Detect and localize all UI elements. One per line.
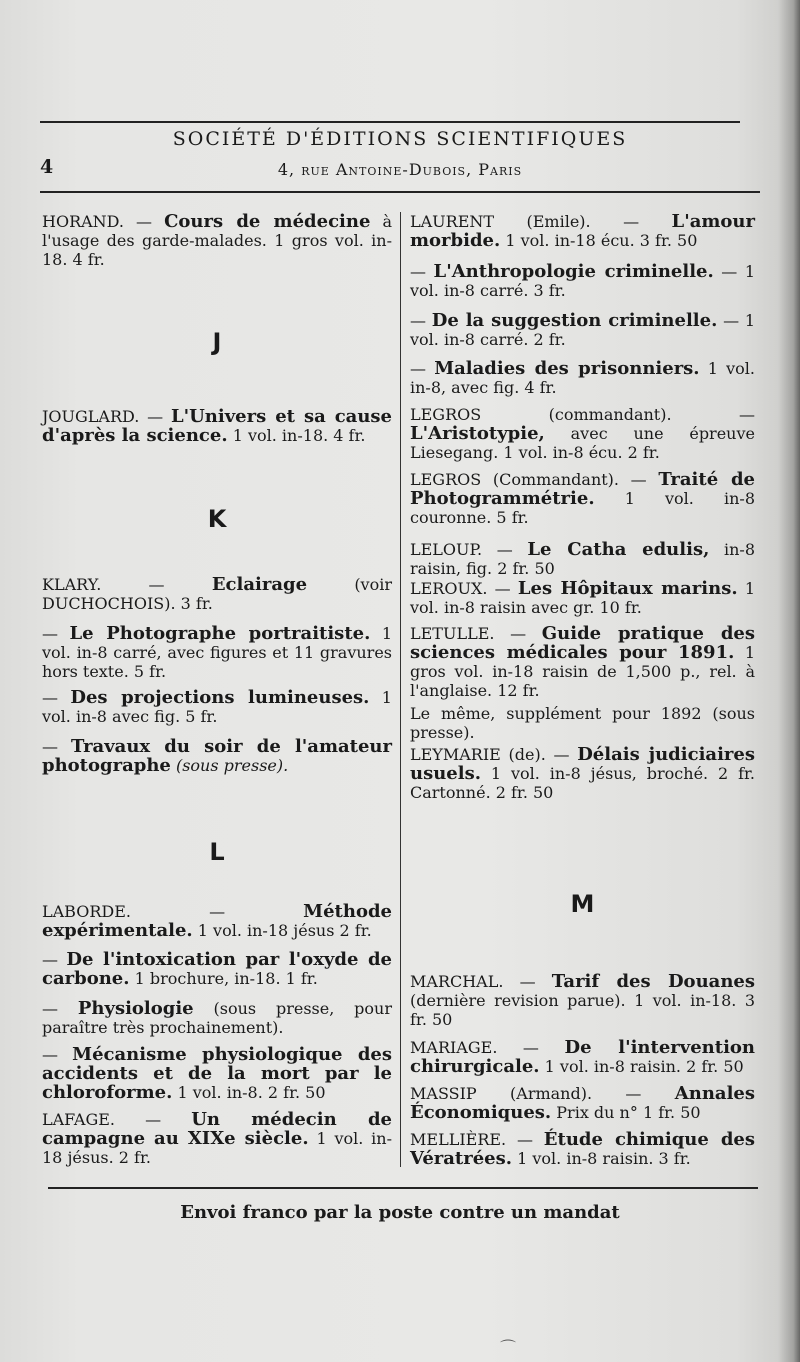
entry-marchal: MARCHAL. — Tarif des Douanes (dernière revision parue). 1 vol. in-18. 3 fr. 50: [410, 971, 755, 1029]
footer-rule: [48, 1187, 758, 1189]
publisher-address: [0, 160, 800, 179]
page-edge-shadow: [778, 0, 800, 1362]
entry-klary: KLARY. — Eclairage (voir DUCHOCHOIS). 3 fr.: [42, 574, 392, 613]
header-rule-top: [40, 121, 740, 123]
page-number: 4: [40, 156, 54, 178]
entry-laborde: LABORDE. — Méthode expérimentale. 1 vol. in-18 jésus 2 fr.: [42, 901, 392, 941]
page-mark: ⌒: [500, 1338, 517, 1357]
entry-portraitiste: — Le Photographe portraitiste. 1 vol. in-8 carré, avec figures et 11 gravures hors texte. 5 fr.: [42, 623, 393, 681]
entry-mecanisme: — Mécanisme physiologique des accidents et de la mort par le chloroforme. 1 vol. in-8. 2 fr. 50: [42, 1044, 392, 1103]
entry-suggestion: — De la suggestion criminelle. — 1 vol. in-8 carré. 2 fr.: [410, 310, 756, 349]
section-letter-j: J: [212, 328, 222, 356]
entry-horand: HORAND. — Cours de médecine à l'usage des garde-malades. 1 gros vol. in-18. 4 fr.: [42, 211, 393, 269]
entry-physiologie: — Physiologie (sous presse, pour paraître très prochainement).: [42, 998, 392, 1037]
section-letter-k: K: [207, 505, 227, 533]
entry-laurent: LAURENT (Emile). — L'amour morbide. 1 vol. in-18 écu. 3 fr. 50: [410, 211, 755, 251]
entry-leloup: LELOUP. — Le Catha edulis, in-8 raisin, fig. 2 fr. 50: [410, 539, 755, 578]
address-street: rue Antoine-Dubois, Paris: [301, 160, 523, 179]
entry-intoxication: — De l'intoxication par l'oxyde de carbone. 1 brochure, in-18. 1 fr.: [42, 949, 393, 989]
address-number: 4,: [277, 160, 296, 179]
entry-projections: — Des projections lumineuses. 1 vol. in-8 avec fig. 5 fr.: [42, 687, 392, 726]
column-divider: [400, 212, 401, 1167]
footer-shipping-note: Envoi franco par la poste contre un mandat: [180, 1202, 620, 1223]
entry-travaux: — Travaux du soir de l'amateur photographe (sous presse).: [42, 736, 393, 776]
entry-lafage: LAFAGE. — Un médecin de campagne au XIXe siècle. 1 vol. in-18 jésus. 2 fr.: [42, 1109, 393, 1167]
header-rule-bottom: [40, 191, 760, 193]
entry-letulle: LETULLE. — Guide pratique des sciences médicales pour 1891. 1 gros vol. in-18 raisin de 1,500 p., rel. à l'anglaise. 12 fr.: [410, 623, 755, 700]
entry-legros-photogrammetrie: LEGROS (Commandant). — Traité de Photogrammétrie. 1 vol. in-8 couronne. 5 fr.: [410, 469, 756, 527]
publisher-title: SOCIÉTÉ D'ÉDITIONS SCIENTIFIQUES: [172, 128, 628, 150]
entry-melliere: MELLIÈRE. — Étude chimique des Vératrées. 1 vol. in-8 raisin. 3 fr.: [410, 1129, 755, 1169]
entry-leymarie: LEYMARIE (de). — Délais judiciaires usuels. 1 vol. in-8 jésus, broché. 2 fr. Cartonné. 2 fr. 50: [410, 744, 755, 802]
section-letter-l: L: [209, 838, 225, 866]
entry-anthropologie: — L'Anthropologie criminelle. — 1 vol. in-8 carré. 3 fr.: [410, 261, 755, 300]
section-letter-m: M: [570, 890, 595, 918]
entry-leroux: LEROUX. — Les Hôpitaux marins. 1 vol. in-8 raisin avec gr. 10 fr.: [410, 578, 755, 617]
entry-letulle-supplement: Le même, supplément pour 1892 (sous presse).: [410, 704, 755, 742]
entry-massip: MASSIP (Armand). — Annales Économiques. Prix du n° 1 fr. 50: [410, 1083, 755, 1123]
entry-jouglard: JOUGLARD. — L'Univers et sa cause d'après la science. 1 vol. in-18. 4 fr.: [42, 406, 392, 446]
entry-legros-aristotypie: LEGROS (commandant). — L'Aristotypie, avec une épreuve Liesegang. 1 vol. in-8 écu. 2 fr.: [410, 405, 755, 462]
entry-mariage: MARIAGE. — De l'intervention chirurgicale. 1 vol. in-8 raisin. 2 fr. 50: [410, 1037, 755, 1077]
entry-maladies: — Maladies des prisonniers. 1 vol. in-8, avec fig. 4 fr.: [410, 358, 755, 397]
